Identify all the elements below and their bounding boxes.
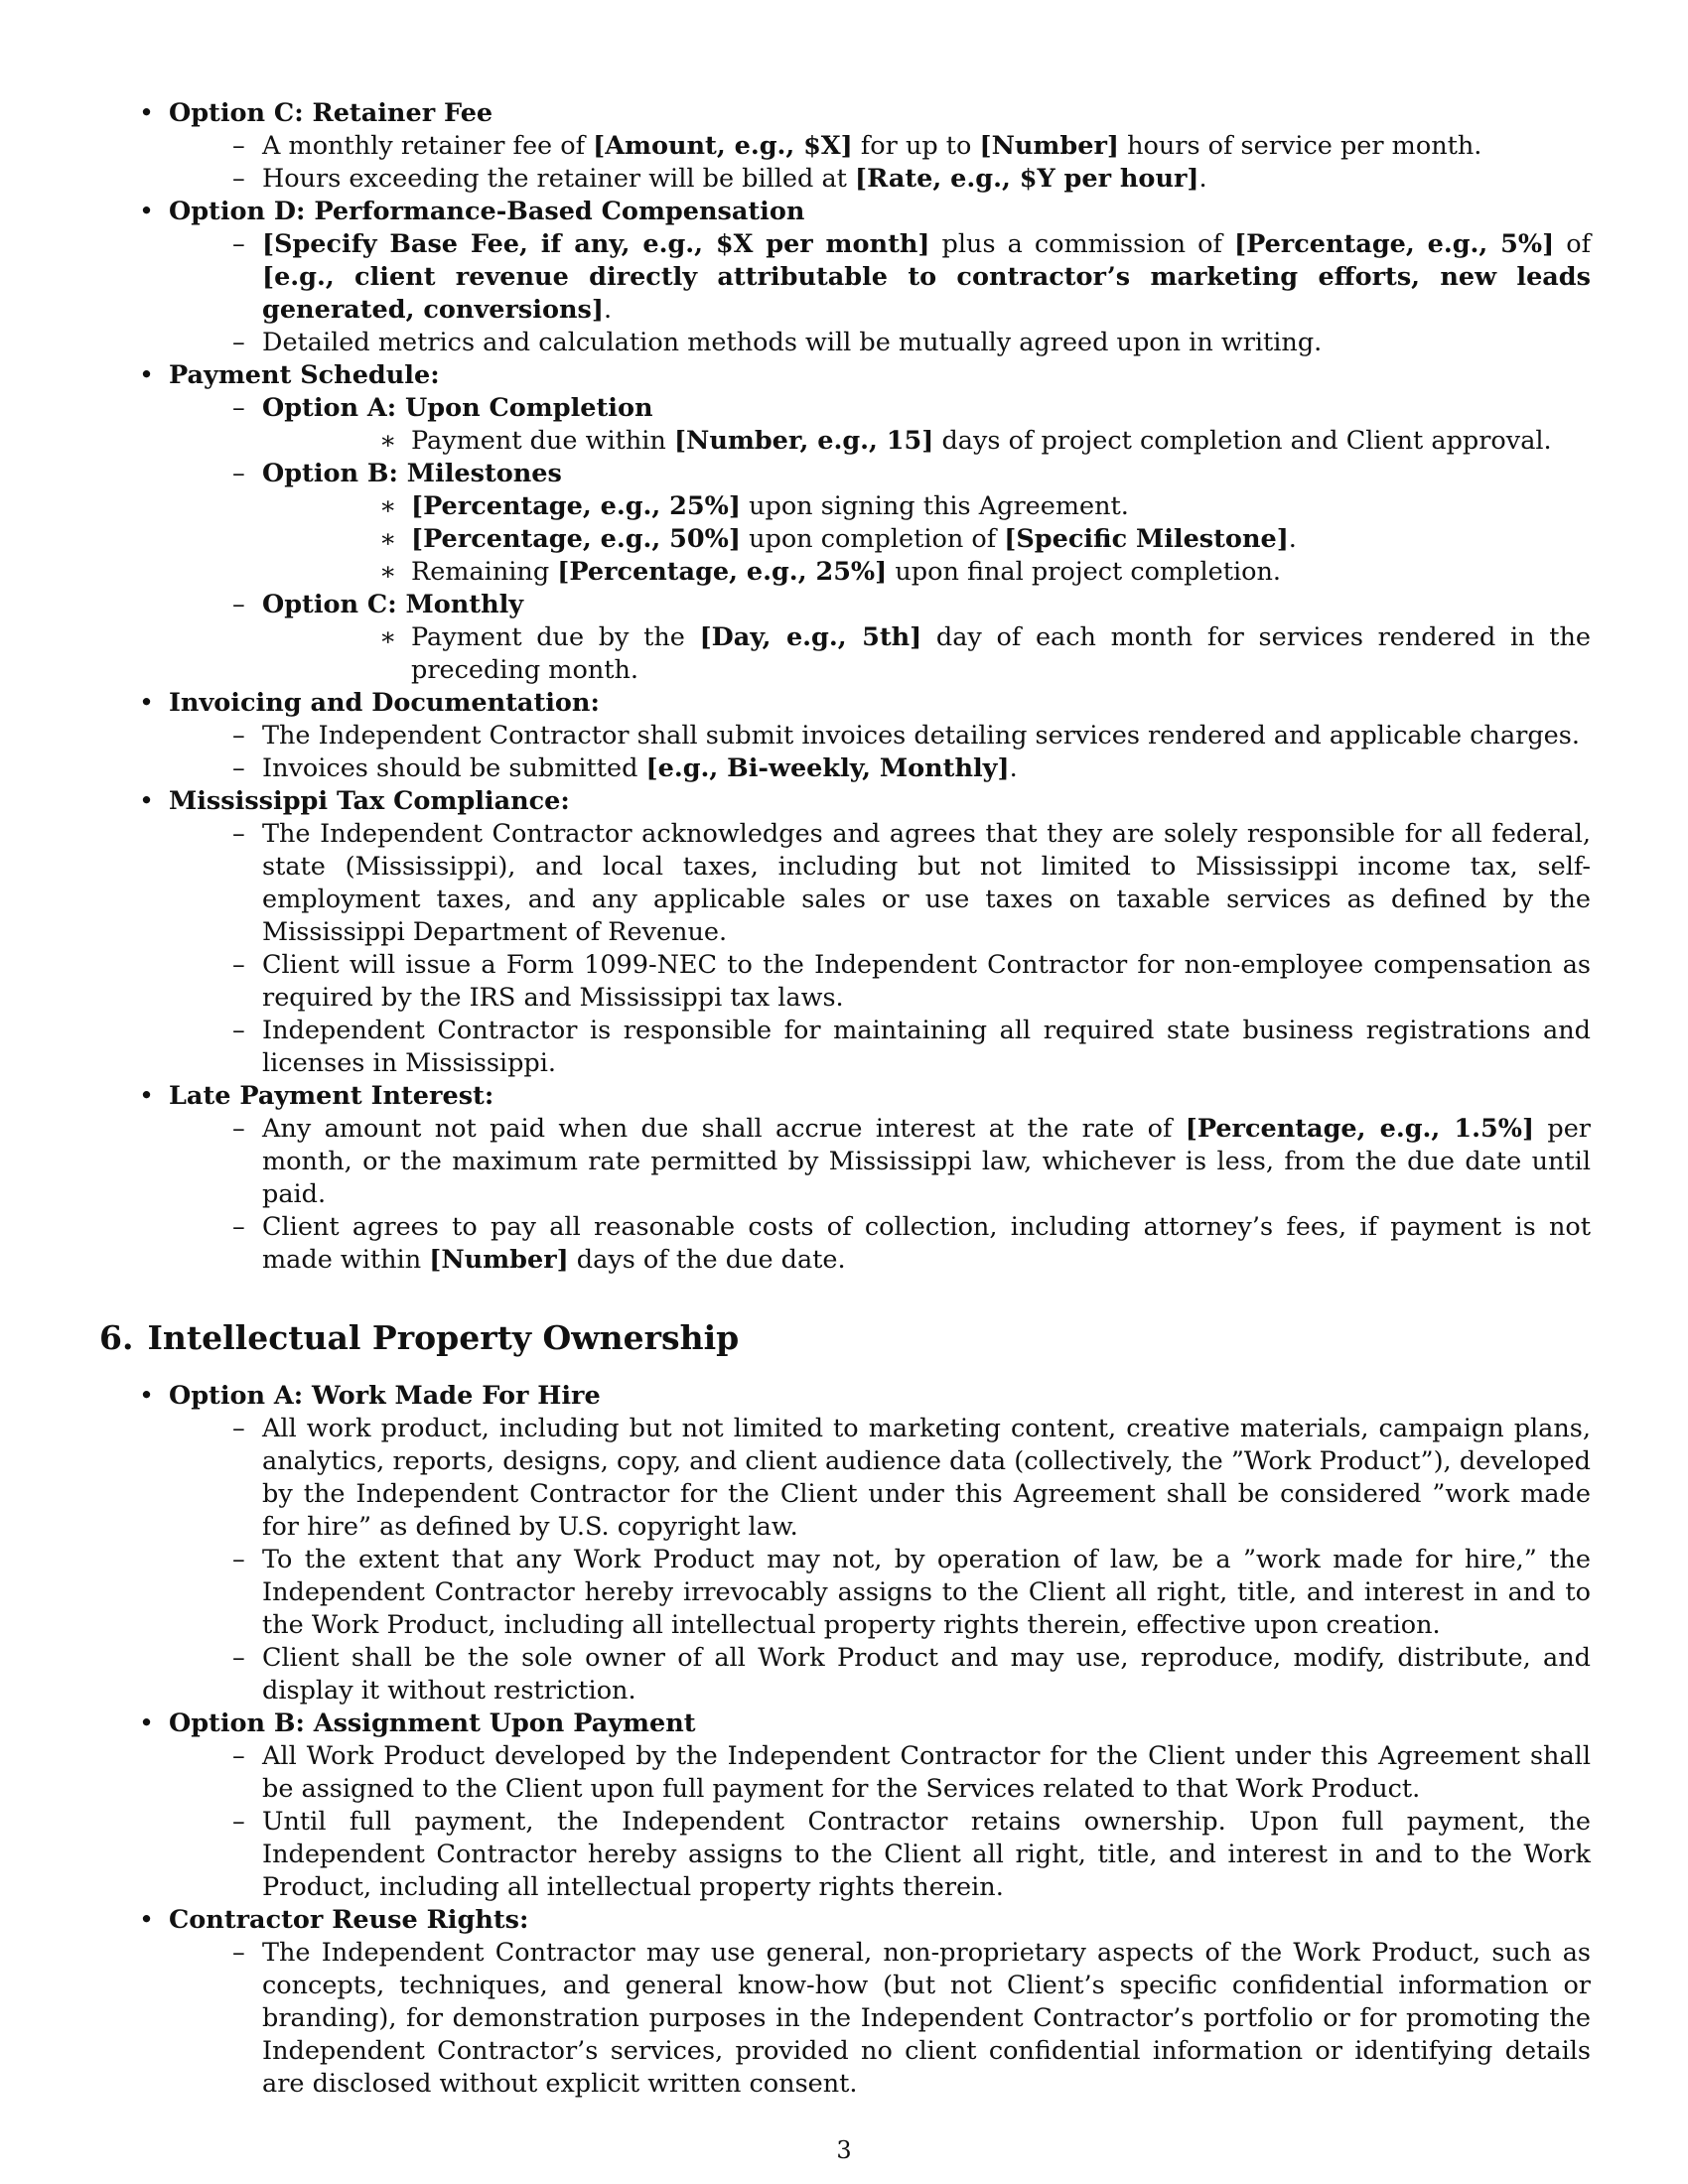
placeholder-field: [Percentage, e.g., 25%]: [557, 557, 888, 587]
dash-marker: –: [232, 393, 245, 423]
dash-marker: –: [232, 721, 245, 751]
sub-list: [262, 490, 1591, 589]
list-item: – The Independent Contractor shall submit invoices detailing services rendered and applicable charges.: [232, 721, 1580, 751]
placeholder-field: [Amount, e.g., $X]: [593, 131, 853, 161]
sub-list: [169, 228, 1591, 359]
item-title: Late Payment Interest:: [169, 1081, 494, 1111]
dash-marker: –: [232, 459, 245, 488]
item-title: Option C: Monthly: [262, 590, 524, 619]
placeholder-field: [Number]: [429, 1245, 569, 1275]
dash-marker: –: [232, 1545, 245, 1574]
dash-marker: –: [232, 1114, 245, 1144]
list-heading-item: [135, 1380, 1591, 1707]
star-marker: ∗: [379, 491, 397, 521]
sub-list: [169, 1413, 1591, 1707]
placeholder-field: [Specify Base Fee, if any, e.g., $X per month]: [262, 229, 930, 259]
list-item: – All work product, including but not limited to marketing content, creative materials, campaign plans, analytics, reports, designs, copy, and client audience data (collectively, the ”Work Product”), developed by the Independent Contractor for the Client under this Agreement shall be considered ”work made for hire” as defined by U.S. copyright law.: [232, 1414, 1591, 1542]
list-item: – The Independent Contractor acknowledges and agrees that they are solely responsible for all federal, state (Mississippi), and local taxes, including but not limited to Mississippi income tax, self-employment taxes, and any applicable sales or use taxes on taxable services as defined by the Mississippi Department of Revenue.: [232, 819, 1591, 947]
list-heading-item: [135, 1707, 1591, 1904]
list-heading-item: [135, 359, 1591, 687]
item-title: Option A: Upon Completion: [262, 393, 653, 423]
dash-marker: –: [232, 1938, 245, 1968]
sub-list: [169, 1740, 1591, 1904]
dash-marker: –: [232, 164, 245, 194]
star-marker: ∗: [379, 426, 397, 456]
section-5-list: [135, 97, 1591, 1277]
bullet-marker: •: [139, 688, 155, 718]
item-title: Payment Schedule:: [169, 360, 440, 390]
placeholder-field: [Rate, e.g., $Y per hour]: [855, 164, 1199, 194]
list-heading-item: [135, 1904, 1591, 2101]
list-item: – [Specify Base Fee, if any, e.g., $X per month] plus a commission of [Percentage, e.g., 5%] of [e.g., client revenue directly attributable to contractor’s marketing efforts, new leads generated, conversions].: [232, 229, 1592, 325]
dash-marker: –: [232, 1016, 245, 1045]
section-6-list: [135, 1380, 1591, 2101]
item-title: Option D: Performance-Based Compensation: [169, 197, 805, 226]
star-marker: ∗: [379, 622, 397, 652]
list-item: ∗ Remaining [Percentage, e.g., 25%] upon final project completion.: [379, 557, 1282, 587]
placeholder-field: [Day, e.g., 5th]: [699, 622, 922, 652]
sub-list: [262, 621, 1591, 687]
item-title: Option C: Retainer Fee: [169, 98, 493, 128]
placeholder-field: [Percentage, e.g., 1.5%]: [1185, 1114, 1535, 1144]
dash-marker: –: [232, 950, 245, 980]
star-marker: ∗: [379, 524, 397, 554]
placeholder-field: [e.g., client revenue directly attributable to contractor’s marketing efforts, new leads generated, conversions]: [262, 262, 1591, 325]
sub-list: [262, 425, 1591, 458]
dash-marker: –: [232, 1212, 245, 1242]
sub-list: [169, 1937, 1591, 2101]
list-item: – Detailed metrics and calculation methods will be mutually agreed upon in writing.: [232, 328, 1323, 357]
placeholder-field: [e.g., Bi-weekly, Monthly]: [645, 753, 1010, 783]
dash-marker: –: [232, 131, 245, 161]
item-title: Option A: Work Made For Hire: [169, 1381, 601, 1411]
list-item: – The Independent Contractor may use general, non-proprietary aspects of the Work Product, such as concepts, techniques, and general know-how (but not Client’s specific confidential information or branding), for demonstration purposes in the Independent Contractor’s portfolio or for promoting the Independent Contractor’s services, provided no client confidential information or identifying details are disclosed without explicit written consent.: [232, 1938, 1591, 2099]
dash-marker: –: [232, 1807, 245, 1837]
page-number: 3: [836, 2136, 852, 2164]
list-heading-item: [135, 785, 1591, 1080]
bullet-marker: •: [139, 98, 155, 128]
list-item: ∗ [Percentage, e.g., 50%] upon completion of [Specific Milestone].: [379, 524, 1297, 554]
document-page: [99, 97, 1592, 2101]
list-item: ∗ [Percentage, e.g., 25%] upon signing this Agreement.: [379, 491, 1129, 521]
list-item: ∗ Payment due by the [Day, e.g., 5th] day of each month for services rendered in the preceding month.: [379, 622, 1591, 685]
list-heading-item: [135, 196, 1591, 359]
list-heading-item: [135, 1080, 1591, 1277]
bullet-marker: •: [139, 1905, 155, 1935]
placeholder-field: [Percentage, e.g., 25%]: [411, 491, 741, 521]
bullet-marker: •: [139, 1381, 155, 1411]
bullet-marker: •: [139, 197, 155, 226]
item-title: Contractor Reuse Rights:: [169, 1905, 529, 1935]
bullet-marker: •: [139, 786, 155, 816]
sub-list: [169, 818, 1591, 1080]
list-item: – Independent Contractor is responsible for maintaining all required state business registrations and licenses in Mississippi.: [232, 1016, 1591, 1078]
dash-marker: –: [232, 229, 245, 259]
bullet-marker: •: [139, 1708, 155, 1738]
list-heading-item: [169, 458, 1591, 589]
section-6-heading: [99, 1318, 1591, 1358]
sub-list: [169, 392, 1591, 687]
dash-marker: –: [232, 1643, 245, 1673]
item-title: Option B: Assignment Upon Payment: [169, 1708, 696, 1738]
sub-list: [169, 130, 1591, 196]
placeholder-field: [Number, e.g., 15]: [673, 426, 934, 456]
dash-marker: –: [232, 819, 245, 849]
list-item: – Until full payment, the Independent Contractor retains ownership. Upon full payment, the Independent Contractor hereby assigns to the Client all right, title, and interest in and to the Work Product, including all intellectual property rights therein.: [232, 1807, 1591, 1902]
list-heading-item: [169, 392, 1591, 458]
star-marker: ∗: [379, 557, 397, 587]
list-heading-item: [135, 97, 1591, 196]
dash-marker: –: [232, 328, 245, 357]
item-title: Mississippi Tax Compliance:: [169, 786, 570, 816]
list-item: – Client shall be the sole owner of all Work Product and may use, reproduce, modify, distribute, and display it without restriction.: [232, 1643, 1591, 1706]
list-item: – Client will issue a Form 1099-NEC to the Independent Contractor for non-employee compensation as required by the IRS and Mississippi tax laws.: [232, 950, 1591, 1013]
list-item: ∗ Payment due within [Number, e.g., 15] days of project completion and Client approval.: [379, 426, 1552, 456]
placeholder-field: [Percentage, e.g., 5%]: [1234, 229, 1555, 259]
placeholder-field: [Percentage, e.g., 50%]: [411, 524, 741, 554]
dash-marker: –: [232, 753, 245, 783]
section-6-number: 6.: [99, 1318, 134, 1357]
list-item: – All Work Product developed by the Independent Contractor for the Client under this Agreement shall be assigned to the Client upon full payment for the Services related to that Work Product.: [232, 1741, 1591, 1804]
list-heading-item: [135, 687, 1591, 785]
list-heading-item: [169, 589, 1591, 687]
item-title: Invoicing and Documentation:: [169, 688, 600, 718]
sub-list: [169, 720, 1591, 785]
list-item: – To the extent that any Work Product may not, by operation of law, be a ”work made for hire,” the Independent Contractor hereby irrevocably assigns to the Client all right, title, and interest in and to the Work Product, including all intellectual property rights therein, effective upon creation.: [232, 1545, 1591, 1640]
placeholder-field: [Specific Milestone]: [1004, 524, 1289, 554]
dash-marker: –: [232, 590, 245, 619]
sub-list: [169, 1113, 1591, 1277]
dash-marker: –: [232, 1741, 245, 1771]
bullet-marker: •: [139, 1081, 155, 1111]
list-item: – Any amount not paid when due shall accrue interest at the rate of [Percentage, e.g., 1.5%] per month, or the maximum rate permitted by Mississippi law, whichever is less, from the due date until paid.: [232, 1114, 1591, 1209]
list-item: – A monthly retainer fee of [Amount, e.g., $X] for up to [Number] hours of service per month.: [232, 131, 1482, 161]
item-title: Option B: Milestones: [262, 459, 562, 488]
placeholder-field: [Number]: [979, 131, 1119, 161]
list-item: – Client agrees to pay all reasonable costs of collection, including attorney’s fees, if payment is not made within [Number] days of the due date.: [232, 1212, 1591, 1275]
bullet-marker: •: [139, 360, 155, 390]
dash-marker: –: [232, 1414, 245, 1443]
list-item: – Hours exceeding the retainer will be billed at [Rate, e.g., $Y per hour].: [232, 164, 1207, 194]
list-item: – Invoices should be submitted [e.g., Bi-weekly, Monthly].: [232, 753, 1018, 783]
section-6-title: Intellectual Property Ownership: [147, 1318, 740, 1357]
